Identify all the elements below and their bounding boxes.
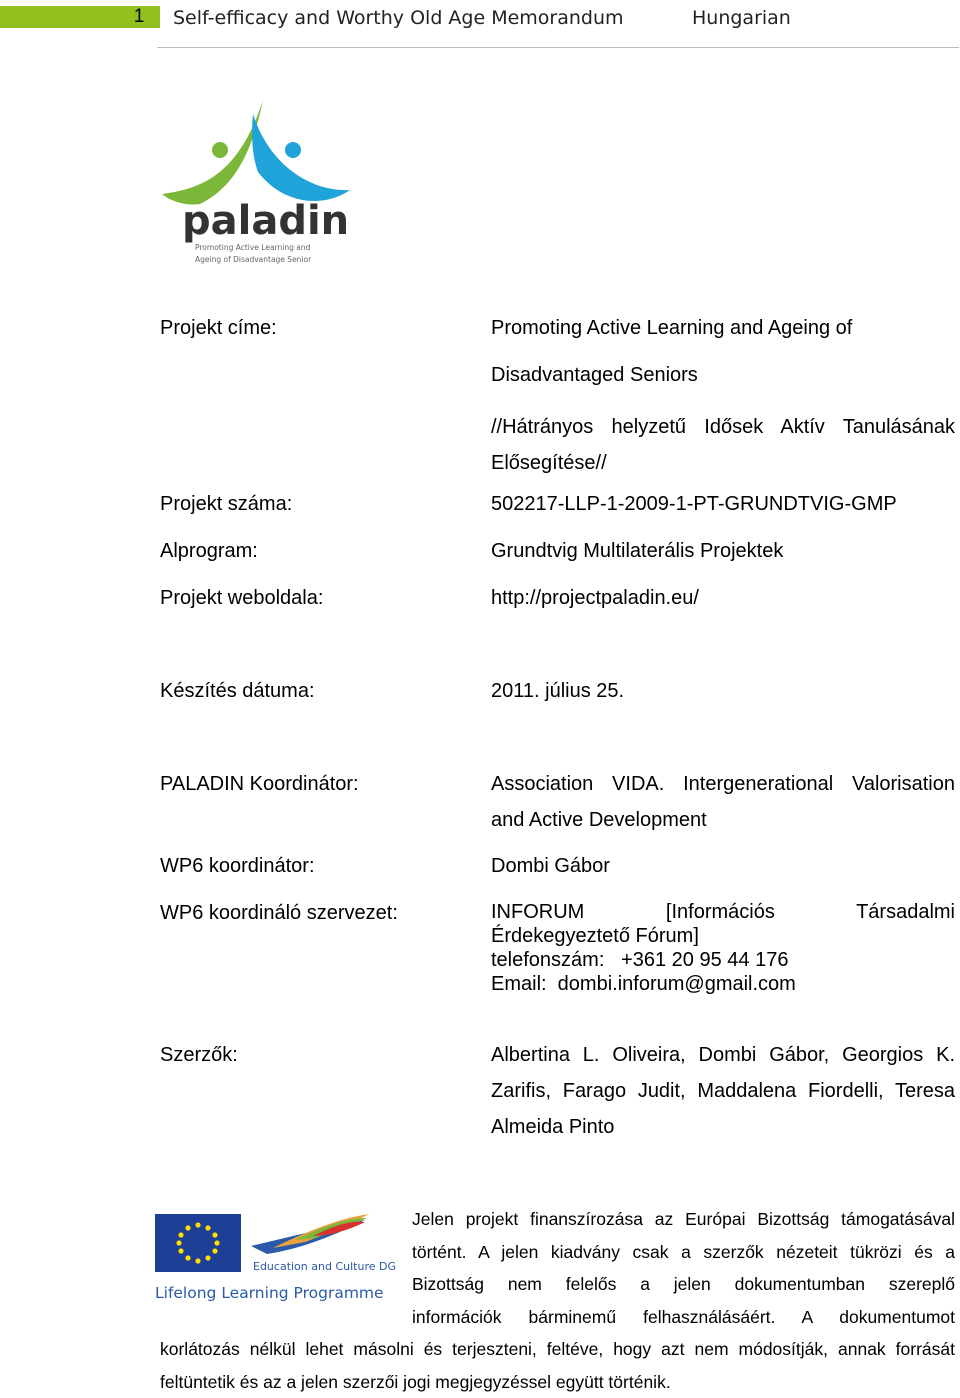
- paladin-logo-tagline-1: Promoting Active Learning and: [195, 243, 311, 252]
- paladin-logo-graphic: [158, 92, 353, 277]
- subprogram-value: Grundtvig Multilaterális Projektek: [491, 538, 955, 564]
- authors-line-2: Zarifis, Farago Judit, Maddalena Fiordelli, Teresa: [491, 1073, 955, 1109]
- funding-line-6: feltüntetik és az a jelen szerzői jogi megjegyzéssel együtt történik.: [160, 1366, 955, 1398]
- date-value: 2011. július 25.: [491, 678, 955, 704]
- project-title-line-2: Disadvantaged Seniors: [491, 362, 955, 388]
- document-language: Hungarian: [692, 6, 791, 30]
- project-number-value: 502217-LLP-1-2009-1-PT-GRUNDTVIG-GMP: [491, 491, 955, 517]
- funding-line-1: Jelen projekt finanszírozása az Európai Bizottság támogatásával: [412, 1203, 955, 1236]
- paladin-logo: [158, 92, 353, 277]
- wp6-org-line-1: INFORUM [Információs Társadalmi: [491, 900, 955, 924]
- project-title-hungarian: [491, 409, 955, 481]
- document-title: Self-efficacy and Worthy Old Age Memorandum: [173, 6, 624, 30]
- authors-value: [491, 1037, 955, 1145]
- eu-flag-and-programme-graphic: [155, 1210, 400, 1310]
- project-title-value: [491, 315, 955, 341]
- eu-lifelong-learning-logo: [155, 1210, 400, 1310]
- coordinator-line-2: and Active Development: [491, 802, 955, 838]
- website-link[interactable]: http://projectpaladin.eu/: [491, 585, 955, 611]
- page-number: 1: [128, 6, 150, 28]
- wp6-org-email[interactable]: Email: dombi.inforum@gmail.com: [491, 972, 955, 996]
- paladin-logo-wordmark: paladin: [182, 198, 349, 244]
- paladin-logo-tagline-2: Ageing of Disadvantage Senior: [195, 255, 312, 264]
- project-title-line-4: Elősegítése//: [491, 445, 955, 481]
- lifelong-learning-programme-text: Lifelong Learning Programme: [155, 1284, 384, 1302]
- coordinator-value: [491, 766, 955, 838]
- wp6-org-phone: telefonszám: +361 20 95 44 176: [491, 948, 955, 972]
- authors-line-3: Almeida Pinto: [491, 1109, 955, 1145]
- subprogram-label: Alprogram:: [160, 538, 258, 564]
- authors-label: Szerzők:: [160, 1042, 238, 1068]
- wp6-org-line-2: Érdekegyeztető Fórum]: [491, 924, 955, 948]
- project-title-value-2: [491, 362, 955, 388]
- project-number-label: Projekt száma:: [160, 491, 292, 517]
- project-title-label: Projekt címe:: [160, 315, 277, 341]
- education-culture-dg-text: Education and Culture DG: [253, 1260, 396, 1273]
- wp6-org-label: WP6 koordináló szervezet:: [160, 900, 398, 926]
- wp6-org-value: [491, 900, 955, 996]
- date-label: Készítés dátuma:: [160, 678, 315, 704]
- funding-line-2: történt. A jelen kiadvány csak a szerzők nézeteit tükrözi és a: [412, 1236, 955, 1269]
- funding-line-4: információk bárminemű felhasználásáért. A dokumentumot: [412, 1301, 955, 1334]
- wp6-coordinator-label: WP6 koordinátor:: [160, 853, 315, 879]
- header-divider: [157, 47, 959, 48]
- funding-line-5: korlátozás nélkül lehet másolni és terjeszteni, feltéve, hogy azt nem módosítják, annak forrását: [160, 1333, 955, 1366]
- funding-line-3: Bizottság nem felelős a jelen dokumentumban szereplő: [412, 1268, 955, 1301]
- funding-disclaimer-upper: [412, 1203, 955, 1333]
- project-title-line-3: //Hátrányos helyzetű Idősek Aktív Tanulásának: [491, 409, 955, 445]
- coordinator-line-1: Association VIDA. Intergenerational Valorisation: [491, 766, 955, 802]
- project-title-line-1: Promoting Active Learning and Ageing of: [491, 315, 955, 341]
- coordinator-label: PALADIN Koordinátor:: [160, 771, 359, 797]
- authors-line-1: Albertina L. Oliveira, Dombi Gábor, Georgios K.: [491, 1037, 955, 1073]
- website-label: Projekt weboldala:: [160, 585, 323, 611]
- funding-disclaimer-lower: [160, 1333, 955, 1398]
- wp6-coordinator-value: Dombi Gábor: [491, 853, 955, 879]
